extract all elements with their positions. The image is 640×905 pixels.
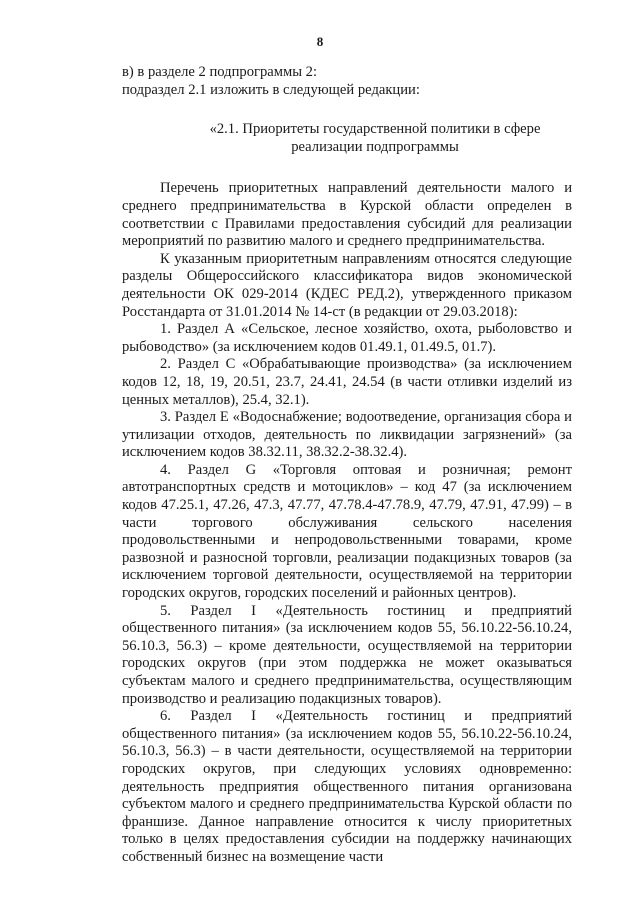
intro-line-1: в) в разделе 2 подпрограммы 2: [122,64,318,80]
document-body [122,64,572,867]
list-item-section-e: 3. Раздел Е «Водоснабжение; водоотведение, организация сбора и утилизации отходов, деятельность по ликвидации загрязнений» (за исключением кодов 38.32.11, 38.32.2-38.32.4). [122,409,572,461]
list-item-section-c: 2. Раздел С «Обрабатывающие производства» (за исключением кодов 12, 18, 19, 20.51, 23.7, 24.41, 24.54 (в части отливки изделий из ценных металлов), 25.4, 32.1). [122,356,572,408]
list-item-section-i-second: 6. Раздел I «Деятельность гостиниц и предприятий общественного питания» (за исключением кодов 55, 56.10.22-56.10.24, 56.10.3, 56.3) – в части деятельности, осуществляемой на территории городских округов, при следующих условиях одновременно: деятельность предприятия общественного питания организована субъектом малого и среднего предпринимательства Курской области по франшизе. Данное направление относится к числу приоритетных только в целях предоставления субсидии на поддержку начинающих собственный бизнес на возмещение части [122,708,572,865]
section-heading: «2.1. Приоритеты государственной политики в сфере реализации подпрограммы [209,121,541,155]
list-item-section-i-first: 5. Раздел I «Деятельность гостиниц и предприятий общественного питания» (за исключением кодов 55, 56.10.22-56.10.24, 56.10.3, 56.3) – кроме деятельности, осуществляемой на территории городских округов (при этом поддержка не может оказываться субъектам малого и среднего предпринимательства, осуществляющим производство и реализацию подакцизных товаров). [122,602,572,707]
paragraph-list-intro: Перечень приоритетных направлений деятельности малого и среднего предпринимательства в Курской области определен в соответствии с Правилами предоставления субсидий для реализации мероприятий по развитию малого и среднего предпринимательства. [122,180,572,250]
intro-line-2: подраздел 2.1 изложить в следующей редакции: [122,81,420,98]
list-item-section-a: 1. Раздел А «Сельское, лесное хозяйство, охота, рыболовство и рыбоводство» (за исключением кодов 01.49.1, 01.49.5, 01.7). [122,321,572,355]
page-number: 8 [316,34,324,49]
paragraph-classifier: К указанным приоритетным направлениям относятся следующие разделы Общероссийского классификатора видов экономической деятельности ОК 029-2014 (КДЕС РЕД.2), утвержденного приказом Росстандарта от 31.01.2014 № 14-ст (в редакции от 29.03.2018): [122,250,572,320]
list-item-section-g: 4. Раздел G «Торговля оптовая и розничная; ремонт автотранспортных средств и мотоциклов» – код 47 (за исключением кодов 47.25.1, 47.26, 47.3, 47.77, 47.78.4-47.78.9, 47.79, 47.91, 47.99) – в части торгового обслуживания сельского населения продовольственными и непродовольственными товарами, кроме развозной и разносной торговли, реализации подакцизных товаров (за исключением торговой деятельности, осуществляемой на территории городских округов, городских поселений и районных центров). [122,461,572,602]
